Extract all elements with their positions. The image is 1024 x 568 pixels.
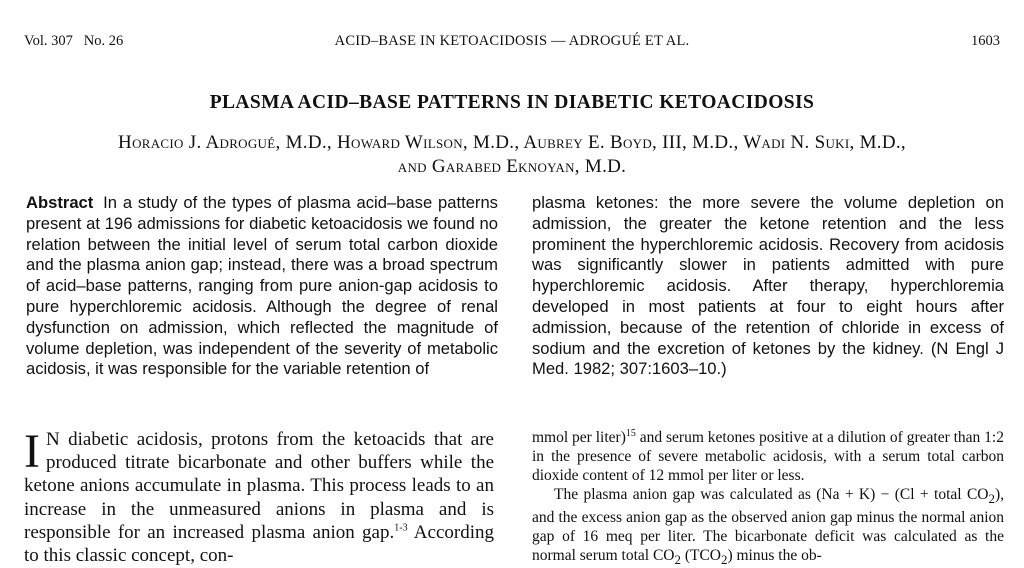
- abstract-text-left: In a study of the types of plasma acid–base patterns present at 196 admissions for diabetic ketoacidosis we found no relation between the initial level of serum total carbon dioxide and the plasma anion gap; instead, there was a broad spectrum of acid–base patterns, ranging from pure anion-gap acidosis to pure hyperchloremic acidosis. Although the degree of renal dysfunction on admission, which reflected the magnitude of volume depletion, was independent of the severity of metabolic acidosis, it was responsible for the variable retention of: [26, 193, 498, 379]
- body-column-right: [532, 428, 1004, 568]
- abstract-label: Abstract: [26, 193, 94, 212]
- drop-cap: I: [24, 428, 40, 478]
- subscript: 2: [674, 552, 681, 568]
- page-number: 1603: [971, 33, 1000, 49]
- methods-text: and serum ketones positive at a dilution of greater than 1:2 in the presence of severe metabolic acidosis, with a serum total carbon dioxide content of 12 mmol per liter or less.: [532, 429, 1004, 484]
- intro-text-cont: According to this classic concept, con-: [24, 521, 494, 567]
- author-list-line-2: and Garabed Eknoyan, M.D.: [397, 156, 627, 177]
- abstract-text-right: plasma ketones: the more severe the volume depletion on admission, the greater the ketone retention and the less prominent the hyperchloremic acidosis. Recovery from acidosis was significantly slower in patients admitted with pure hyperchloremic acidosis. After therapy, hyperchloremia developed in most patients at four to eight hours after admission, because of the retention of chloride in excess of sodium and the excretion of ketones by the kidney. (N Engl J Med. 1982; 307:1603–10.): [532, 193, 1004, 379]
- methods-paragraph-1: [532, 428, 1004, 485]
- methods-text: The plasma anion gap was calculated as (Na + K) − (Cl + total CO: [554, 486, 989, 503]
- intro-paragraph: [24, 428, 494, 567]
- methods-text: (TCO: [680, 547, 721, 565]
- methods-paragraph-2: [532, 485, 1004, 568]
- subscript: 2: [988, 491, 995, 507]
- article-title: PLASMA ACID–BASE PATTERNS IN DIABETIC KETOACIDOSIS: [209, 92, 815, 113]
- intro-text: N diabetic acidosis, protons from the ketoacids that are produced titrate bicarbonate and other buffers while the ketone anions accumulate in plasma. This process leads to an increase in the unmeasured anions in plasma and is responsible for an increased plasma anion gap.: [24, 429, 494, 543]
- citation-ref: 15: [625, 428, 636, 439]
- methods-text: ), and the excess anion gap as the observed anion gap minus the normal anion gap of 16 meq per liter. The bicarbonate deficit was calculated as the normal serum total CO: [532, 486, 1004, 565]
- subscript: 2: [721, 552, 728, 568]
- methods-text: ) minus the ob-: [727, 547, 822, 565]
- running-title: ACID–BASE IN KETOACIDOSIS — ADROGUÉ ET AL.: [334, 33, 690, 49]
- body-column-left: [24, 428, 494, 568]
- volume-issue: Vol. 307 No. 26: [24, 33, 124, 49]
- page-header: [0, 0, 1024, 70]
- abstract-column-right: [532, 193, 1004, 403]
- abstract-column-left: [26, 193, 498, 403]
- author-list-line-1: Horacio J. Adrogué, M.D., Howard Wilson, M.D., Aubrey E. Boyd, III, M.D., Wadi N. Suki, M.D.,: [118, 132, 906, 153]
- methods-text: mmol per liter): [532, 429, 626, 446]
- citation-ref: 1-3: [394, 522, 408, 534]
